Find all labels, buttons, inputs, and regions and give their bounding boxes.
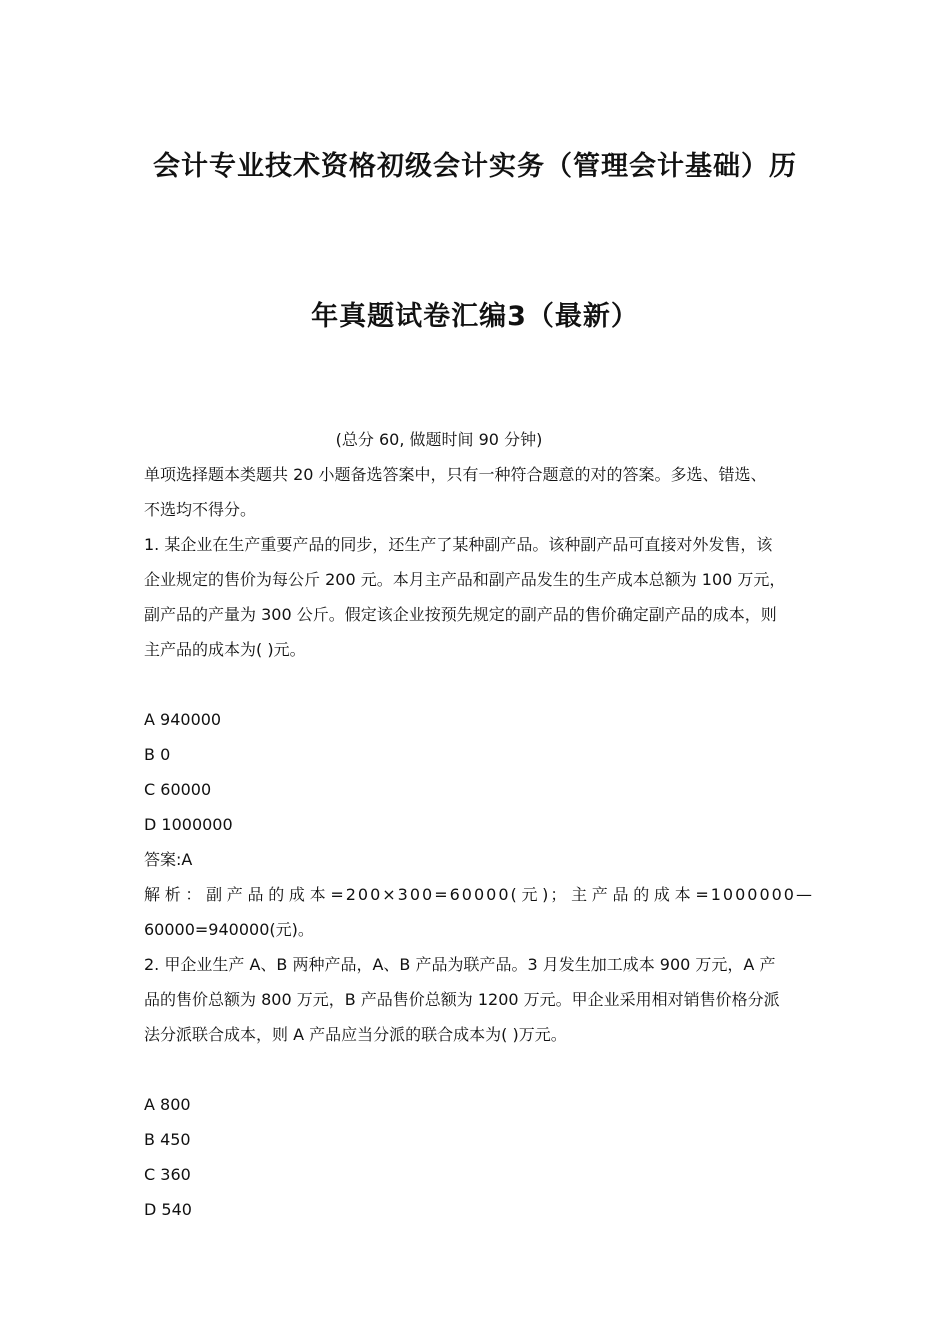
option-d: D 540 — [144, 1200, 192, 1219]
option-c: C 60000 — [144, 780, 212, 799]
question-stem-line: 主产品的成本为( )元。 — [144, 640, 306, 659]
question-stem-line: 1. 某企业在生产重要产品的同步，还生产了某种副产品。该种副产品可直接对外发售，该 — [144, 535, 773, 554]
document-title-line-2: 年真题试卷汇编3（最新） — [311, 301, 639, 332]
option-a: A 940000 — [144, 710, 222, 729]
question-stem-line: 法分派联合成本，则 A 产品应当分派的联合成本为( )万元。 — [144, 1025, 567, 1044]
question-stem-line: 副产品的产量为 300 公斤。假定该企业按预先规定的副产品的售价确定副产品的成本，则 — [144, 605, 777, 624]
question-stem-line: 品的售价总额为 800 万元，B 产品售价总额为 1200 万元。甲企业采用相对销售价格分派 — [144, 990, 780, 1009]
document-title-line-1: 会计专业技术资格初级会计实务（管理会计基础）历 — [153, 151, 797, 182]
option-c: C 360 — [144, 1165, 191, 1184]
analysis-line: 解析：副产品的成本=200×300=60000(元)；主产品的成本=1000000— — [144, 885, 814, 904]
question-stem-line: 2. 甲企业生产 A、B 两种产品，A、B 产品为联产品。3 月发生加工成本 900 万元，A 产 — [144, 955, 776, 974]
spacer — [144, 667, 814, 702]
option-d: D 1000000 — [144, 815, 233, 834]
document-body — [144, 422, 814, 1227]
question-stem-line: 企业规定的售价为每公斤 200 元。本月主产品和副产品发生的生产成本总额为 100 万元， — [144, 570, 786, 589]
section-instruction-line-1: 单项选择题本类题共 20 小题备选答案中，只有一种符合题意的对的答案。多选、错选、 — [144, 465, 767, 484]
question-1 — [144, 527, 814, 947]
spacer — [144, 1052, 814, 1087]
score-time-info: (总分 60, 做题时间 90 分钟) — [335, 430, 543, 449]
option-b: B 450 — [144, 1130, 191, 1149]
analysis-line: 60000=940000(元)。 — [144, 920, 314, 939]
option-b: B 0 — [144, 745, 171, 764]
question-2 — [144, 947, 814, 1227]
answer-line: 答案:A — [144, 850, 193, 869]
option-a: A 800 — [144, 1095, 191, 1114]
section-instruction-line-2: 不选均不得分。 — [144, 500, 257, 519]
